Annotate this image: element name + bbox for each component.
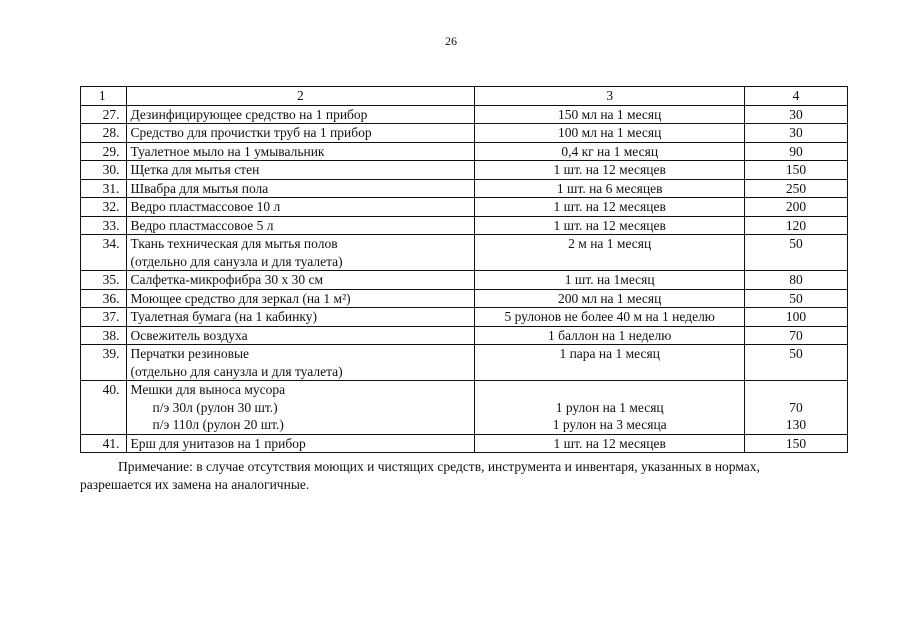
item-quantity-cell [745, 124, 848, 143]
row-number: 33. [81, 216, 127, 235]
column-header-2: 2 [126, 87, 475, 106]
item-norm-line: 1 шт. на 6 месяцев [556, 180, 663, 196]
item-quantity-line: 50 [789, 346, 803, 361]
item-quantity-cell [745, 289, 848, 308]
item-norm-line: 1 пара на 1 месяц [559, 346, 660, 361]
row-number: 39. [81, 345, 127, 381]
item-quantity-line: 250 [785, 180, 807, 196]
column-header-4: 4 [745, 87, 848, 106]
item-norm-cell [475, 216, 745, 235]
row-number: 34. [81, 235, 127, 271]
item-name-line: п/э 30л (рулон 30 шт.) [152, 399, 278, 415]
item-name-cell [126, 124, 475, 143]
item-quantity-cell [745, 105, 848, 124]
item-quantity-line: 130 [785, 417, 807, 432]
table-header-row [81, 87, 848, 106]
table-row [81, 289, 848, 308]
item-quantity-cell [745, 271, 848, 290]
item-norm-cell [475, 179, 745, 198]
row-number: 27. [81, 105, 127, 124]
table-row [81, 308, 848, 327]
table-row [81, 381, 848, 435]
item-norm-line: 200 мл на 1 месяц [558, 290, 662, 306]
table-row [81, 198, 848, 217]
row-number: 31. [81, 179, 127, 198]
item-quantity-line: 200 [785, 199, 807, 214]
table-row [81, 105, 848, 124]
item-name-line: Ткань техническая для мытья полов [130, 236, 338, 251]
item-quantity-cell [745, 235, 848, 271]
item-norm-cell [475, 161, 745, 180]
item-name-line: Средство для прочистки труб на 1 прибор [130, 125, 372, 140]
table-row [81, 179, 848, 198]
item-norm-line: 1 рулон на 3 месяца [552, 417, 667, 432]
item-quantity-cell [745, 179, 848, 198]
item-name-line: Освежитель воздуха [130, 327, 248, 343]
column-header-1: 1 [81, 87, 127, 106]
item-name-line: Дезинфицирующее средство на 1 прибор [130, 106, 368, 122]
item-name-cell [126, 308, 475, 327]
item-quantity-line: 30 [789, 106, 803, 122]
item-name-line: Щетка для мытья стен [130, 162, 260, 177]
item-norm-line: 1 рулон на 1 месяц [555, 399, 664, 415]
item-norm-cell [475, 381, 745, 435]
item-name-cell [126, 289, 475, 308]
item-quantity-line: 100 [785, 309, 807, 324]
item-name-line: Ведро пластмассовое 5 л [130, 217, 274, 233]
item-name-line: п/э 110л (рулон 20 шт.) [152, 417, 284, 432]
item-norm-line: 2 м на 1 месяц [568, 236, 652, 251]
item-norm-line: 150 мл на 1 месяц [558, 106, 662, 122]
table-row [81, 434, 848, 453]
item-norm-line: 1 шт. на 12 месяцев [553, 162, 666, 177]
item-norm-line: 5 рулонов не более 40 м на 1 неделю [504, 309, 715, 324]
row-number: 40. [81, 381, 127, 435]
row-number: 29. [81, 142, 127, 161]
item-name-cell [126, 434, 475, 453]
item-name-line: Ведро пластмассовое 10 л [130, 199, 281, 214]
item-quantity-line: 50 [789, 290, 803, 306]
item-quantity-line: 120 [785, 217, 807, 233]
item-quantity-line: 50 [789, 236, 803, 251]
item-quantity-line: 90 [789, 143, 803, 159]
table-row [81, 345, 848, 381]
item-name-line: Салфетка-микрофибра 30 х 30 см [130, 272, 324, 287]
item-norm-line: 1 баллон на 1 неделю [548, 327, 672, 343]
item-name-cell [126, 326, 475, 345]
row-number: 32. [81, 198, 127, 217]
item-norm-cell [475, 198, 745, 217]
item-name-line: Швабра для мытья пола [130, 180, 269, 196]
item-norm-cell [475, 326, 745, 345]
item-name-cell [126, 381, 475, 435]
item-quantity-cell [745, 216, 848, 235]
item-name-cell [126, 142, 475, 161]
item-norm-cell [475, 142, 745, 161]
item-quantity-line: 150 [785, 162, 807, 177]
item-quantity-cell [745, 345, 848, 381]
item-name-line: (отдельно для санузла и для туалета) [130, 253, 343, 269]
row-number: 37. [81, 308, 127, 327]
item-norm-cell [475, 345, 745, 381]
item-name-line: Туалетная бумага (на 1 кабинку) [130, 309, 317, 324]
table-row [81, 216, 848, 235]
item-norm-line: 0,4 кг на 1 месяц [561, 143, 659, 159]
item-name-cell [126, 161, 475, 180]
item-quantity-cell [745, 142, 848, 161]
item-name-line: Туалетное мыло на 1 умывальник [130, 143, 325, 159]
item-name-cell [126, 179, 475, 198]
item-norm-cell [475, 235, 745, 271]
item-name-line: Ерш для унитазов на 1 прибор [130, 435, 306, 451]
item-quantity-line: 80 [789, 272, 803, 287]
item-norm-cell [475, 124, 745, 143]
item-norm-cell [475, 271, 745, 290]
item-norm-line: 1 шт. на 12 месяцев [553, 199, 666, 214]
item-quantity-cell [745, 381, 848, 435]
note-paragraph [80, 458, 850, 494]
item-name-line: Моющее средство для зеркал (на 1 м²) [130, 290, 351, 306]
item-norm-cell [475, 105, 745, 124]
item-name-line: Перчатки резиновые [130, 346, 250, 361]
item-quantity-cell [745, 198, 848, 217]
table-row [81, 142, 848, 161]
item-name-line: (отдельно для санузла и для туалета) [130, 363, 343, 379]
column-header-3: 3 [475, 87, 745, 106]
item-name-cell [126, 271, 475, 290]
item-norm-line: 1 шт. на 1месяц [564, 272, 655, 287]
item-quantity-line: 150 [785, 435, 807, 451]
table-row [81, 124, 848, 143]
item-name-cell [126, 198, 475, 217]
item-name-cell [126, 235, 475, 271]
item-quantity-cell [745, 326, 848, 345]
row-number: 30. [81, 161, 127, 180]
item-norm-line: 100 мл на 1 месяц [558, 125, 662, 140]
item-name-cell [126, 216, 475, 235]
item-norm-cell [475, 434, 745, 453]
row-number: 38. [81, 326, 127, 345]
table-row [81, 161, 848, 180]
row-number: 35. [81, 271, 127, 290]
table-row [81, 326, 848, 345]
item-quantity-line: 70 [789, 327, 803, 343]
item-norm-line [479, 381, 740, 399]
item-name-cell [126, 105, 475, 124]
row-number: 41. [81, 434, 127, 453]
row-number: 36. [81, 289, 127, 308]
item-name-cell [126, 345, 475, 381]
row-number: 28. [81, 124, 127, 143]
item-name-line: Мешки для выноса мусора [130, 382, 286, 397]
item-quantity-line: 30 [789, 125, 803, 140]
norms-table [80, 86, 848, 453]
table-row [81, 235, 848, 271]
item-quantity-cell [745, 434, 848, 453]
page-number: 26 [445, 34, 457, 48]
note-line-1: Примечание: в случае отсутствия моющих и чистящих средств, инструмента и инвентаря, указанных в нормах, [118, 459, 760, 474]
item-quantity-cell [745, 308, 848, 327]
item-quantity-line [749, 381, 843, 399]
item-quantity-cell [745, 161, 848, 180]
item-norm-cell [475, 289, 745, 308]
table-row [81, 271, 848, 290]
item-norm-line: 1 шт. на 12 месяцев [553, 217, 666, 233]
note-line-2: разрешается их замена на аналогичные. [80, 477, 310, 492]
item-norm-cell [475, 308, 745, 327]
item-norm-line: 1 шт. на 12 месяцев [553, 435, 666, 451]
item-quantity-line: 70 [789, 399, 803, 415]
